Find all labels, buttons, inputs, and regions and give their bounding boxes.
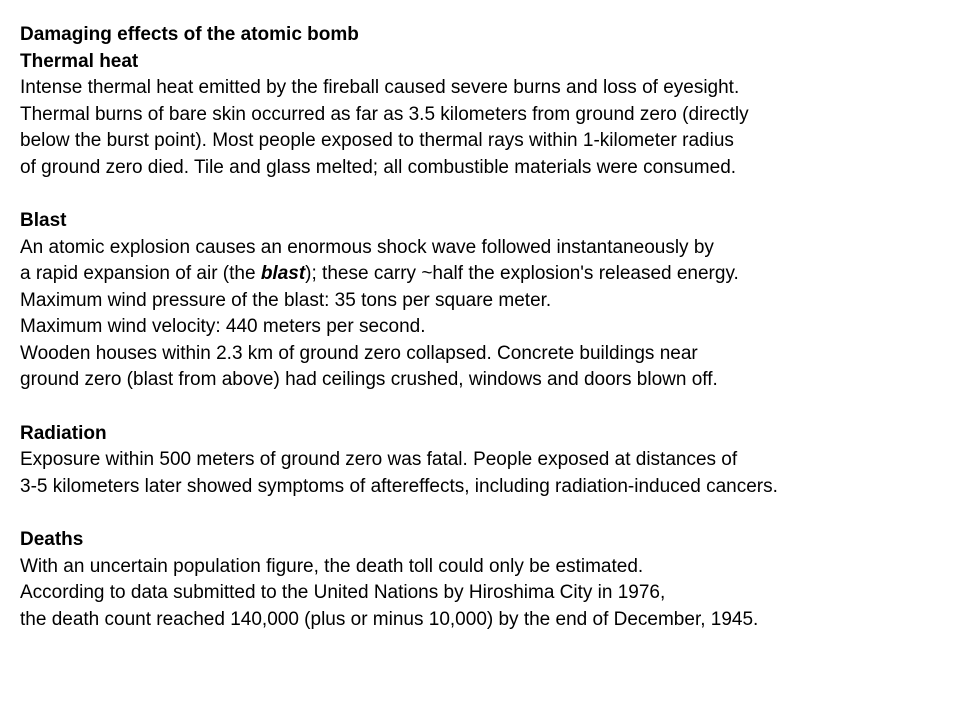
blast-line-3: Maximum wind pressure of the blast: 35 tons per square meter. <box>20 289 552 311</box>
blast-line-5: Wooden houses within 2.3 km of ground zero collapsed. Concrete buildings near <box>20 342 698 364</box>
thermal-line-3: below the burst point). Most people exposed to thermal rays within 1-kilometer radius <box>20 130 734 151</box>
section-heading-blast: Blast <box>20 210 67 231</box>
blast-line-2-start: a rapid expansion of air (the <box>20 263 261 284</box>
blast-line-1: An atomic explosion causes an enormous shock wave followed instantaneously by <box>20 236 714 258</box>
section-heading-deaths: Deaths <box>20 529 84 550</box>
section-spacer <box>20 181 960 208</box>
page-title: Damaging effects of the atomic bomb <box>20 24 359 45</box>
deaths-line-1: With an uncertain population figure, the death toll could only be estimated. <box>20 555 644 577</box>
blast-emphasis: blast <box>260 263 306 284</box>
thermal-line-2: Thermal burns of bare skin occurred as far as 3.5 kilometers from ground zero (directly <box>20 103 749 125</box>
section-heading-radiation: Radiation <box>20 422 107 444</box>
document-body <box>20 22 960 633</box>
section-spacer <box>20 500 960 527</box>
section-spacer <box>20 394 960 421</box>
deaths-line-2: According to data submitted to the United Nations by Hiroshima City in 1976, <box>20 582 666 603</box>
radiation-line-1: Exposure within 500 meters of ground zero was fatal. People exposed at distances of <box>20 449 738 470</box>
blast-line-6: ground zero (blast from above) had ceilings crushed, windows and doors blown off. <box>20 369 718 390</box>
deaths-line-3: the death count reached 140,000 (plus or minus 10,000) by the end of December, 1945. <box>20 608 759 630</box>
radiation-line-2: 3-5 kilometers later showed symptoms of aftereffects, including radiation-induced cancers. <box>20 475 778 497</box>
thermal-line-1: Intense thermal heat emitted by the fireball caused severe burns and loss of eyesight. <box>20 77 740 98</box>
section-heading-thermal: Thermal heat <box>20 50 139 72</box>
blast-line-4: Maximum wind velocity: 440 meters per second. <box>20 316 426 337</box>
blast-line-2-end: ); these carry ~half the explosion's released energy. <box>305 263 739 284</box>
thermal-line-4: of ground zero died. Tile and glass melted; all combustible materials were consumed. <box>20 156 737 178</box>
blast-line-2 <box>20 261 960 288</box>
